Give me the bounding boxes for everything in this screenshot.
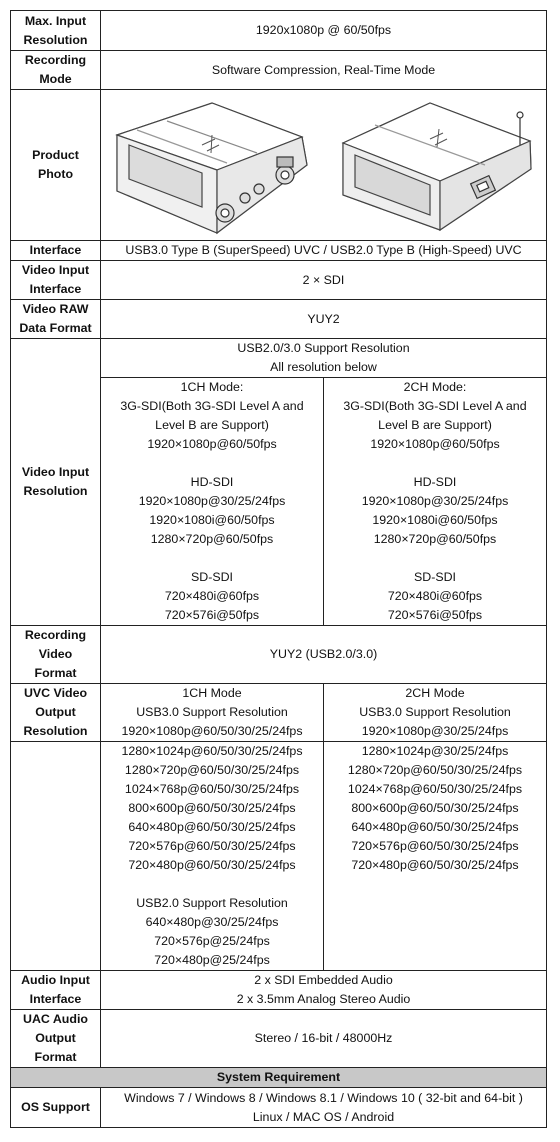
label-uvc-output: UVC Video Output Resolution: [11, 684, 101, 742]
value-video-input-interface: 2 × SDI: [101, 261, 547, 300]
spec-table: [10, 10, 547, 1128]
row-audio-input: [11, 971, 547, 1010]
value-uvc-1ch-list: 1280×1024p@60/50/30/25/24fps 1280×720p@60/50/30/25/24fps 1024×768p@60/50/30/25/24fps 800×600p@60/50/30/25/24fps 640×480p@60/50/30/25/24fps 720×576p@60/50/30/25/24fps 720×480p@60/50/30/25/24fps USB2.0 Support Resolution 640×480p@30/25/24fps 720×576p@25/24fps 720×480p@25/24fps: [101, 742, 324, 971]
label-video-input-interface: Video Input Interface: [11, 261, 101, 300]
value-interface: USB3.0 Type B (SuperSpeed) UVC / USB2.0 Type B (High-Speed) UVC: [101, 241, 547, 261]
row-product-photo: [11, 90, 547, 241]
row-os-support: [11, 1088, 547, 1128]
row-video-input-resolution-header: [11, 339, 547, 378]
row-video-input-interface: [11, 261, 547, 300]
label-recording-format: Recording Video Format: [11, 626, 101, 684]
row-interface: [11, 241, 547, 261]
value-video-input-resolution-header: USB2.0/3.0 Support Resolution All resolution below: [101, 339, 547, 378]
label-product-photo: Product Photo: [11, 90, 101, 241]
row-recording-mode: [11, 51, 547, 90]
section-system-requirement: System Requirement: [11, 1068, 547, 1088]
value-uvc-2ch-head: 2CH Mode USB3.0 Support Resolution 1920×1080p@30/25/24fps: [324, 684, 547, 742]
value-uvc-2ch-list: 1280×1024p@30/25/24fps 1280×720p@60/50/30/25/24fps 1024×768p@60/50/30/25/24fps 800×600p@60/50/30/25/24fps 640×480p@60/50/30/25/24fps 720×576p@60/50/30/25/24fps 720×480p@60/50/30/25/24fps: [324, 742, 547, 971]
label-interface: Interface: [11, 241, 101, 261]
value-max-resolution: 1920x1080p @ 60/50fps: [101, 11, 547, 51]
row-max-resolution: [11, 11, 547, 51]
row-raw-format: [11, 300, 547, 339]
row-uvc-output-list: [11, 742, 547, 971]
capture-device-back-illustration: [335, 95, 540, 235]
label-video-input-resolution: Video Input Resolution: [11, 339, 101, 626]
row-system-requirement: [11, 1068, 547, 1088]
value-uac-output: Stereo / 16-bit / 48000Hz: [101, 1010, 547, 1068]
value-video-input-1ch: 1CH Mode: 3G-SDI(Both 3G-SDI Level A and Level B are Support) 1920×1080p@60/50fps HD-SDI 1920×1080p@30/25/24fps 1920×1080i@60/50fps 1280×720p@60/50fps SD-SDI 720×480i@60fps 720×576i@50fps: [101, 378, 324, 626]
capture-device-front-illustration: [107, 95, 312, 235]
value-raw-format: YUY2: [101, 300, 547, 339]
value-recording-format: YUY2 (USB2.0/3.0): [101, 626, 547, 684]
label-uac-output: UAC Audio Output Format: [11, 1010, 101, 1068]
value-audio-input: 2 x SDI Embedded Audio 2 x 3.5mm Analog Stereo Audio: [101, 971, 547, 1010]
uvc-label-empty: [11, 742, 101, 971]
label-audio-input: Audio Input Interface: [11, 971, 101, 1010]
value-recording-mode: Software Compression, Real-Time Mode: [101, 51, 547, 90]
row-uvc-output-head: [11, 684, 547, 742]
label-max-resolution: Max. Input Resolution: [11, 11, 101, 51]
row-recording-format: [11, 626, 547, 684]
label-raw-format: Video RAW Data Format: [11, 300, 101, 339]
value-uvc-1ch-head: 1CH Mode USB3.0 Support Resolution 1920×1080p@60/50/30/25/24fps: [101, 684, 324, 742]
row-uac-output: [11, 1010, 547, 1068]
label-os-support: OS Support: [11, 1088, 101, 1128]
product-photo-cell: [101, 90, 547, 241]
value-video-input-2ch: 2CH Mode: 3G-SDI(Both 3G-SDI Level A and Level B are Support) 1920×1080p@60/50fps HD-SDI 1920×1080p@30/25/24fps 1920×1080i@60/50fps 1280×720p@60/50fps SD-SDI 720×480i@60fps 720×576i@50fps: [324, 378, 547, 626]
label-recording-mode: Recording Mode: [11, 51, 101, 90]
value-os-support: Windows 7 / Windows 8 / Windows 8.1 / Windows 10 ( 32-bit and 64-bit ) Linux / MAC OS / Android: [101, 1088, 547, 1128]
